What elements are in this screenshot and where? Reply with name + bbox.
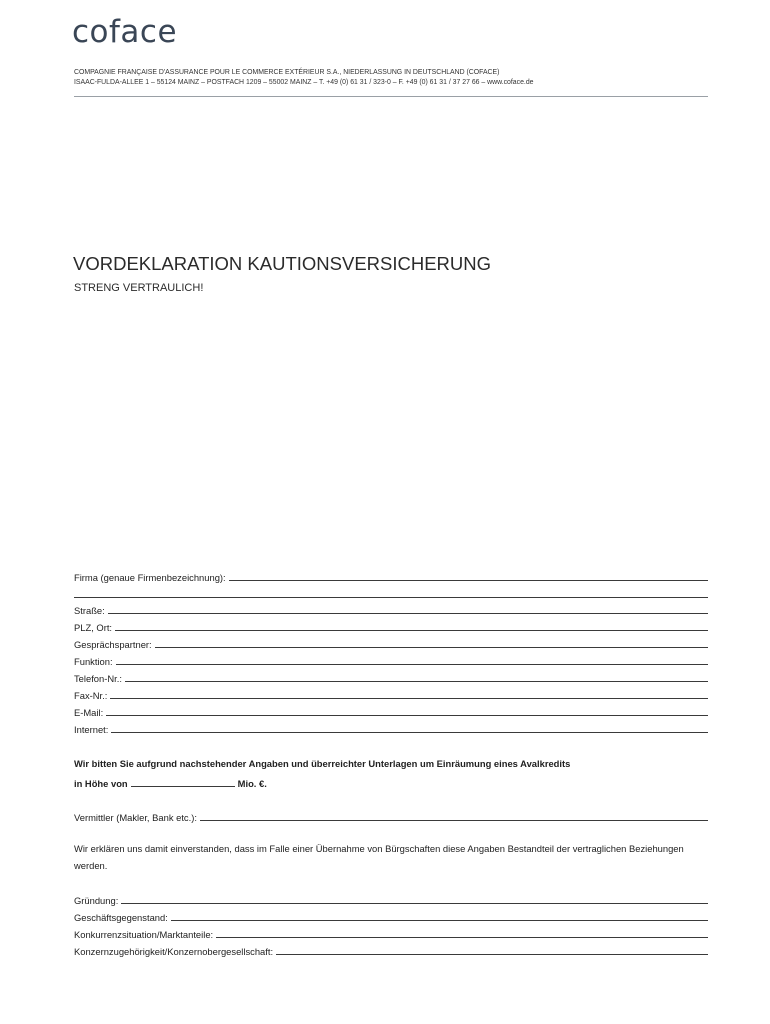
field-label: Gründung:	[74, 895, 119, 906]
document-subtitle: STRENG VERTRAULICH!	[74, 282, 204, 294]
field-konzern[interactable]	[74, 943, 708, 957]
amount-row	[74, 775, 267, 789]
field-gruendung[interactable]	[74, 892, 708, 906]
field-fax[interactable]	[74, 687, 708, 701]
field-label: Vermittler (Makler, Bank etc.):	[74, 812, 197, 823]
amount-prefix: in Höhe von	[74, 778, 128, 789]
input-line[interactable]	[125, 681, 708, 682]
input-line[interactable]	[155, 647, 708, 648]
input-line[interactable]	[115, 630, 708, 631]
header-address: ISAAC-FULDA-ALLEE 1 – 55124 MAINZ – POSTFACH 1209 – 55002 MAINZ – T. +49 (0) 61 31 / 323-0 – F. +49 (0) 61 31 / 37 27 66 – www.coface.de	[74, 79, 534, 86]
field-email[interactable]	[74, 704, 708, 718]
field-plz-ort[interactable]	[74, 619, 708, 633]
field-label: Internet:	[74, 724, 109, 735]
field-label: Funktion:	[74, 656, 113, 667]
field-label: Konkurrenzsituation/Marktanteile:	[74, 929, 214, 940]
field-vermittler[interactable]	[74, 809, 708, 823]
document-title: VORDEKLARATION KAUTIONSVERSICHERUNG	[73, 253, 492, 274]
input-line[interactable]	[216, 937, 708, 938]
field-label: E-Mail:	[74, 707, 104, 718]
field-label: Firma (genaue Firmenbezeichnung):	[74, 572, 226, 583]
input-line[interactable]	[106, 715, 708, 716]
input-line[interactable]	[121, 903, 708, 904]
field-label: Telefon-Nr.:	[74, 673, 122, 684]
coface-logo: coface	[72, 14, 178, 50]
header-company-name: COMPAGNIE FRANÇAISE D'ASSURANCE POUR LE COMMERCE EXTÉRIEUR S.A., NIEDERLASSUNG IN DEUTSCHLAND (COFACE)	[74, 69, 500, 76]
field-label: Konzernzugehörigkeit/Konzernobergesellschaft:	[74, 946, 274, 957]
company-header	[74, 68, 714, 88]
field-firma-line-2[interactable]	[74, 597, 708, 598]
field-gespraechspartner[interactable]	[74, 636, 708, 650]
field-label: Geschäftsgegenstand:	[74, 912, 168, 923]
field-geschaeftsgegenstand[interactable]	[74, 909, 708, 923]
field-label: Straße:	[74, 605, 105, 616]
input-line[interactable]	[110, 698, 708, 699]
field-label: Fax-Nr.:	[74, 690, 108, 701]
input-line[interactable]	[229, 580, 708, 581]
input-line[interactable]	[171, 920, 708, 921]
field-strasse[interactable]	[74, 602, 708, 616]
amount-suffix: Mio. €.	[237, 778, 267, 789]
amount-input-line[interactable]	[131, 786, 235, 787]
field-label: PLZ, Ort:	[74, 622, 113, 633]
input-line[interactable]	[116, 664, 708, 665]
request-text: Wir bitten Sie aufgrund nachstehender Angaben und überreichter Unterlagen um Einräumung eines Avalkredits	[74, 758, 571, 769]
input-line[interactable]	[111, 732, 708, 733]
field-firma[interactable]	[74, 569, 708, 583]
header-divider	[74, 96, 708, 97]
input-line[interactable]	[108, 613, 708, 614]
field-label: Gesprächspartner:	[74, 639, 152, 650]
field-funktion[interactable]	[74, 653, 708, 667]
field-internet[interactable]	[74, 721, 708, 735]
field-konkurrenz[interactable]	[74, 926, 708, 940]
field-telefon[interactable]	[74, 670, 708, 684]
input-line[interactable]	[276, 954, 708, 955]
declaration-paragraph: Wir erklären uns damit einverstanden, dass im Falle einer Übernahme von Bürgschaften diese Angaben Bestandteil der vertraglichen Beziehungen werden.	[74, 843, 684, 871]
input-line[interactable]	[200, 820, 708, 821]
